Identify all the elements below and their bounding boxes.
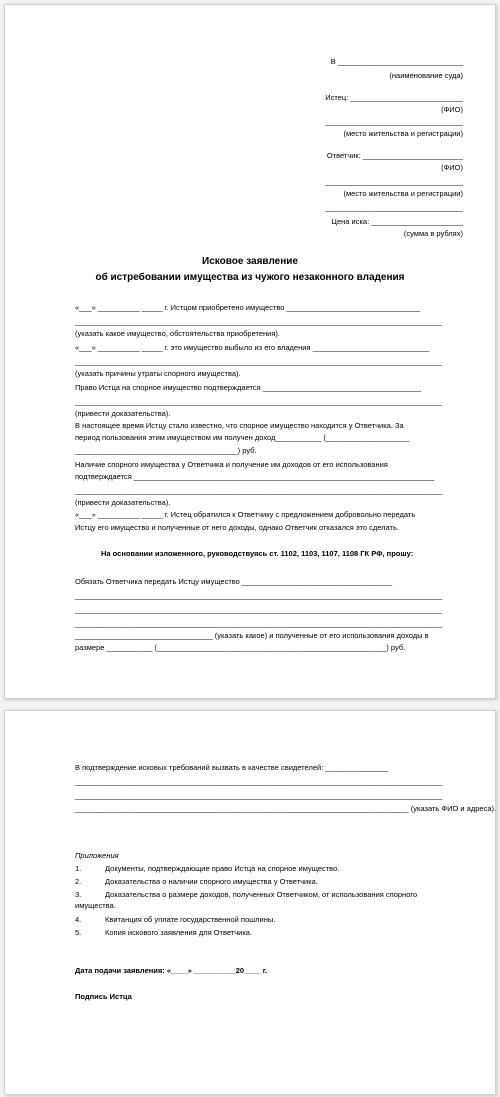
plaintiff-address-hint: (место жительства и регистрации) xyxy=(343,129,463,138)
body-line: подтверждается ________________________________________________________________________ xyxy=(75,472,435,481)
body-line: Истцу его имущество и полученные от него доходы, однако Ответчик отказался это сделать. xyxy=(75,523,399,532)
claim-price-line: Цена иска: ______________________ xyxy=(331,217,463,226)
appendix-item-continued: имущества. xyxy=(75,901,116,910)
request-line: ________________________________________________________________________________________ xyxy=(75,619,443,628)
body-line: (привести доказательства). xyxy=(75,498,171,507)
request-line: ________________________________________________________________________________________ xyxy=(75,591,443,600)
body-line: «___» __________ _____ г. Истец обратился к Ответчику с предложением добровольно передать xyxy=(75,510,416,519)
defendant-fio-hint: (ФИО) xyxy=(441,163,463,172)
plaintiff-line: Истец: ___________________________ xyxy=(325,93,463,102)
body-line: Право Истца на спорное имущество подтверждается ______________________________________ xyxy=(75,383,422,392)
body-line: Наличие спорного имущества у Ответчика и получение им доходов от его использования xyxy=(75,460,388,469)
filing-date: Дата подачи заявления: «____» __________20____ г. xyxy=(75,966,268,975)
body-line: ________________________________________________________________________________________ xyxy=(75,357,443,366)
request-line: Обязать Ответчика передать Истцу имущество ____________________________________ xyxy=(75,577,393,586)
claim-price-hint: (сумма в рублях) xyxy=(403,229,463,238)
body-line: (указать какое имущество, обстоятельства приобретения). xyxy=(75,329,281,338)
body-line: «___» __________ _____ г. это имущество выбыло из его владения ____________________________ xyxy=(75,343,430,352)
request-line: ________________________________________________________________________________________ xyxy=(75,605,443,614)
body-line: В настоящее время Истцу стало известно, что спорное имущество находится у Ответчика. За xyxy=(75,421,404,430)
body-line: _______________________________________) руб. xyxy=(75,446,257,455)
appendix-num: 3. xyxy=(75,890,82,899)
defendant-blank-extra: _________________________________ xyxy=(325,203,463,212)
appendix-num: 5. xyxy=(75,928,82,937)
request-line: _________________________________ (указать какое) и полученные от его использования доходы в xyxy=(75,631,429,640)
document-title: Исковое заявление xyxy=(202,256,298,267)
witness-line: ________________________________________________________________________________________ xyxy=(75,791,443,800)
body-line: ________________________________________________________________________________________ xyxy=(75,486,443,495)
legal-basis: На основании изложенного, руководствуясь ст. 1102, 1103, 1107, 1108 ГК РФ, прошу: xyxy=(101,549,414,558)
request-line: размере ___________ (_______________________________________________________) руб. xyxy=(75,643,406,652)
body-line: (привести доказательства). xyxy=(75,409,171,418)
court-line: В ______________________________ xyxy=(330,57,463,66)
appendix-num: 4. xyxy=(75,915,82,924)
body-line: (указать причины утраты спорного имущества). xyxy=(75,369,241,378)
appendix-item: Копия искового заявления для Ответчика. xyxy=(105,928,253,937)
appendix-item: Квитанция об уплате государственной пошлины. xyxy=(105,915,276,924)
defendant-blank: _________________________________ xyxy=(325,177,463,186)
plaintiff-signature: Подпись Истца xyxy=(75,992,132,1001)
witness-line: В подтверждение исковых требований вызвать в качестве свидетелей: _______________ xyxy=(75,763,388,772)
court-hint: (наименование суда) xyxy=(389,71,463,80)
defendant-line: Ответчик: ________________________ xyxy=(326,151,463,160)
body-line: «___» __________ _____ г. Истцом приобретено имущество ________________________________ xyxy=(75,303,421,312)
body-line: ________________________________________________________________________________________ xyxy=(75,317,443,326)
document-page-2 xyxy=(4,710,496,1095)
body-line: период пользования этим имуществом им получен доход___________ (____________________ xyxy=(75,433,410,442)
document-subtitle: об истребовании имущества из чужого незаконного владения xyxy=(95,272,405,283)
appendix-num: 1. xyxy=(75,864,82,873)
appendix-item: Доказательства о наличии спорного имущества у Ответчика. xyxy=(105,877,318,886)
appendix-item: Документы, подтверждающие право Истца на спорное имущество. xyxy=(105,864,340,873)
appendix-item: Доказательства о размере доходов, полученных Ответчиком, от использования спорного xyxy=(105,890,418,899)
plaintiff-fio-hint: (ФИО) xyxy=(441,105,463,114)
witness-line: ________________________________________________________________________________ (указать ФИО и адреса). xyxy=(75,804,497,813)
plaintiff-blank: _________________________________ xyxy=(325,117,463,126)
defendant-address-hint: (место жительства и регистрации) xyxy=(343,189,463,198)
witness-line: ________________________________________________________________________________________ xyxy=(75,777,443,786)
body-line: ________________________________________________________________________________________ xyxy=(75,397,443,406)
appendix-num: 2. xyxy=(75,877,82,886)
document-page-1 xyxy=(4,4,496,699)
appendix-heading: Приложения xyxy=(75,851,119,860)
